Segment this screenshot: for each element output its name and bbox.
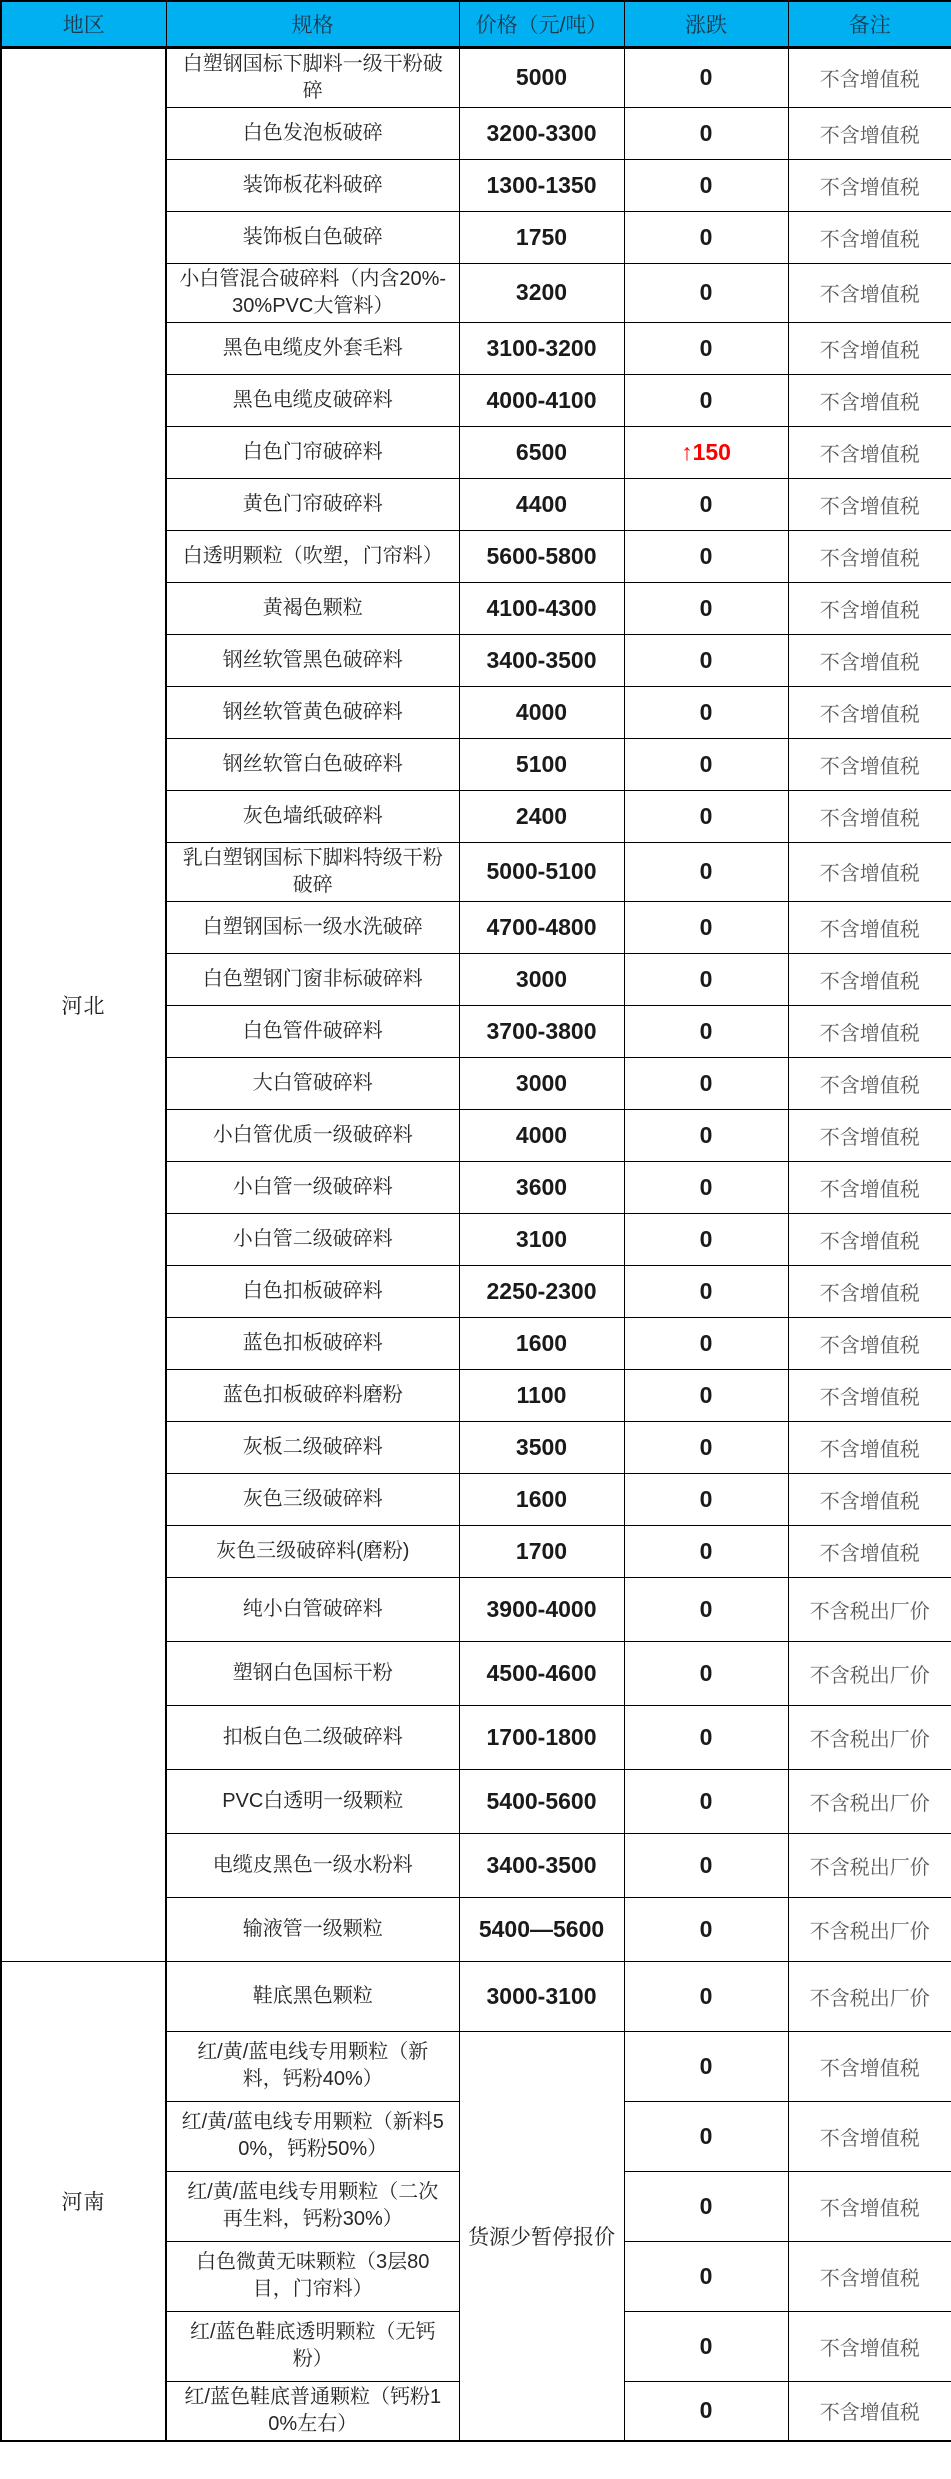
price-cell: 1750 (459, 211, 624, 263)
spec-cell: 红/蓝色鞋底透明颗粒（无钙粉） (166, 2311, 459, 2381)
price-cell: 3900-4000 (459, 1577, 624, 1641)
note-cell: 不含增值税 (788, 263, 951, 322)
price-cell: 4000-4100 (459, 374, 624, 426)
change-cell: 0 (624, 1473, 788, 1525)
note-cell: 不含增值税 (788, 1525, 951, 1577)
change-cell: 0 (624, 1057, 788, 1109)
change-cell: ↑150 (624, 426, 788, 478)
change-cell: 0 (624, 2031, 788, 2101)
spec-cell: 灰板二级破碎料 (166, 1421, 459, 1473)
change-cell: 0 (624, 1769, 788, 1833)
note-cell: 不含增值税 (788, 2381, 951, 2441)
change-cell: 0 (624, 211, 788, 263)
price-cell: 5000 (459, 47, 624, 107)
region-cell-hebei: 河北 (1, 47, 166, 1961)
price-cell: 2250-2300 (459, 1265, 624, 1317)
note-cell: 不含增值税 (788, 322, 951, 374)
price-cell: 3400-3500 (459, 1833, 624, 1897)
price-cell: 3700-3800 (459, 1005, 624, 1057)
note-cell: 不含税出厂价 (788, 1641, 951, 1705)
note-cell: 不含增值税 (788, 790, 951, 842)
price-cell: 4000 (459, 1109, 624, 1161)
note-cell: 不含增值税 (788, 1213, 951, 1265)
price-cell: 1100 (459, 1369, 624, 1421)
change-cell: 0 (624, 1109, 788, 1161)
price-cell: 5400-5600 (459, 1769, 624, 1833)
note-cell: 不含税出厂价 (788, 1769, 951, 1833)
spec-cell: 小白管二级破碎料 (166, 1213, 459, 1265)
price-cell: 3200 (459, 263, 624, 322)
spec-cell: 扣板白色二级破碎料 (166, 1705, 459, 1769)
change-cell: 0 (624, 159, 788, 211)
merged-price-cell: 货源少暂停报价 (459, 2031, 624, 2441)
spec-cell: 黑色电缆皮外套毛料 (166, 322, 459, 374)
price-cell: 1300-1350 (459, 159, 624, 211)
spec-cell: 灰色三级破碎料(磨粉) (166, 1525, 459, 1577)
change-cell: 0 (624, 1317, 788, 1369)
price-cell: 5100 (459, 738, 624, 790)
change-cell: 0 (624, 1525, 788, 1577)
spec-cell: 灰色墙纸破碎料 (166, 790, 459, 842)
price-cell: 4400 (459, 478, 624, 530)
spec-cell: 钢丝软管白色破碎料 (166, 738, 459, 790)
spec-cell: 白色扣板破碎料 (166, 1265, 459, 1317)
note-cell: 不含增值税 (788, 2171, 951, 2241)
header-row (1, 1, 951, 47)
price-cell: 1600 (459, 1317, 624, 1369)
spec-cell: 塑钢白色国标干粉 (166, 1641, 459, 1705)
price-cell: 4100-4300 (459, 582, 624, 634)
header-cell-spec: 规格 (166, 1, 459, 47)
change-cell: 0 (624, 1705, 788, 1769)
price-cell: 4500-4600 (459, 1641, 624, 1705)
spec-cell: 小白管一级破碎料 (166, 1161, 459, 1213)
spec-cell: 纯小白管破碎料 (166, 1577, 459, 1641)
price-cell: 1700 (459, 1525, 624, 1577)
spec-cell: 钢丝软管黑色破碎料 (166, 634, 459, 686)
change-cell: 0 (624, 634, 788, 686)
change-cell: 0 (624, 478, 788, 530)
spec-cell: 红/黄/蓝电线专用颗粒（新料，钙粉40%） (166, 2031, 459, 2101)
header-cell-price: 价格（元/吨） (459, 1, 624, 47)
spec-cell: PVC白透明一级颗粒 (166, 1769, 459, 1833)
spec-cell: 白塑钢国标下脚料一级干粉破碎 (166, 47, 459, 107)
note-cell: 不含税出厂价 (788, 1833, 951, 1897)
price-cell: 3100 (459, 1213, 624, 1265)
change-cell: 0 (624, 738, 788, 790)
note-cell: 不含增值税 (788, 1109, 951, 1161)
change-cell: 0 (624, 842, 788, 901)
spec-cell: 黑色电缆皮破碎料 (166, 374, 459, 426)
note-cell: 不含增值税 (788, 1317, 951, 1369)
price-cell: 5600-5800 (459, 530, 624, 582)
note-cell: 不含增值税 (788, 211, 951, 263)
header-cell-change: 涨跌 (624, 1, 788, 47)
note-cell: 不含增值税 (788, 2031, 951, 2101)
header-cell-region: 地区 (1, 1, 166, 47)
price-cell: 2400 (459, 790, 624, 842)
spec-cell: 黄色门帘破碎料 (166, 478, 459, 530)
note-cell: 不含增值税 (788, 1473, 951, 1525)
price-cell: 3000 (459, 953, 624, 1005)
change-cell: 0 (624, 1897, 788, 1961)
change-cell: 0 (624, 2241, 788, 2311)
change-cell: 0 (624, 2311, 788, 2381)
price-cell: 3400-3500 (459, 634, 624, 686)
change-cell: 0 (624, 322, 788, 374)
change-cell: 0 (624, 1961, 788, 2031)
change-cell: 0 (624, 953, 788, 1005)
spec-cell: 红/黄/蓝电线专用颗粒（新料50%，钙粉50%） (166, 2101, 459, 2171)
change-cell: 0 (624, 1833, 788, 1897)
spec-cell: 白透明颗粒（吹塑，门帘料） (166, 530, 459, 582)
note-cell: 不含增值税 (788, 2311, 951, 2381)
spec-cell: 灰色三级破碎料 (166, 1473, 459, 1525)
change-cell: 0 (624, 47, 788, 107)
note-cell: 不含增值税 (788, 686, 951, 738)
spec-cell: 钢丝软管黄色破碎料 (166, 686, 459, 738)
price-cell: 5400—5600 (459, 1897, 624, 1961)
table-row (1, 47, 951, 107)
price-cell: 3000-3100 (459, 1961, 624, 2031)
change-cell: 0 (624, 686, 788, 738)
price-cell: 6500 (459, 426, 624, 478)
note-cell: 不含增值税 (788, 374, 951, 426)
note-cell: 不含增值税 (788, 738, 951, 790)
change-cell: 0 (624, 530, 788, 582)
note-cell: 不含税出厂价 (788, 1577, 951, 1641)
note-cell: 不含增值税 (788, 901, 951, 953)
note-cell: 不含增值税 (788, 47, 951, 107)
change-cell: 0 (624, 1213, 788, 1265)
change-cell: 0 (624, 1577, 788, 1641)
spec-cell: 电缆皮黑色一级水粉料 (166, 1833, 459, 1897)
spec-cell: 红/黄/蓝电线专用颗粒（二次再生料，钙粉30%） (166, 2171, 459, 2241)
region-cell-henan: 河南 (1, 1961, 166, 2441)
change-cell: 0 (624, 582, 788, 634)
price-cell: 3000 (459, 1057, 624, 1109)
spec-cell: 白色微黄无味颗粒（3层80目，门帘料） (166, 2241, 459, 2311)
spec-cell: 乳白塑钢国标下脚料特级干粉破碎 (166, 842, 459, 901)
price-cell: 3600 (459, 1161, 624, 1213)
note-cell: 不含增值税 (788, 1057, 951, 1109)
price-cell: 3500 (459, 1421, 624, 1473)
spec-cell: 白色管件破碎料 (166, 1005, 459, 1057)
note-cell: 不含增值税 (788, 107, 951, 159)
price-cell: 5000-5100 (459, 842, 624, 901)
note-cell: 不含增值税 (788, 426, 951, 478)
note-cell: 不含增值税 (788, 2101, 951, 2171)
spec-cell: 白色塑钢门窗非标破碎料 (166, 953, 459, 1005)
spec-cell: 输液管一级颗粒 (166, 1897, 459, 1961)
note-cell: 不含增值税 (788, 1265, 951, 1317)
spec-cell: 白色门帘破碎料 (166, 426, 459, 478)
note-cell: 不含税出厂价 (788, 1961, 951, 2031)
table-body (1, 47, 951, 2441)
note-cell: 不含税出厂价 (788, 1897, 951, 1961)
note-cell: 不含增值税 (788, 159, 951, 211)
spec-cell: 小白管混合破碎料（内含20%-30%PVC大管料） (166, 263, 459, 322)
change-cell: 0 (624, 901, 788, 953)
table-header (1, 1, 951, 47)
spec-cell: 装饰板花料破碎 (166, 159, 459, 211)
change-cell: 0 (624, 1421, 788, 1473)
header-cell-note: 备注 (788, 1, 951, 47)
note-cell: 不含增值税 (788, 634, 951, 686)
change-cell: 0 (624, 263, 788, 322)
note-cell: 不含增值税 (788, 842, 951, 901)
spec-cell: 黄褐色颗粒 (166, 582, 459, 634)
change-cell: 0 (624, 374, 788, 426)
table-row (1, 1961, 951, 2031)
price-cell: 1700-1800 (459, 1705, 624, 1769)
note-cell: 不含增值税 (788, 582, 951, 634)
change-cell: 0 (624, 107, 788, 159)
note-cell: 不含增值税 (788, 953, 951, 1005)
spec-cell: 蓝色扣板破碎料磨粉 (166, 1369, 459, 1421)
note-cell: 不含增值税 (788, 1005, 951, 1057)
change-cell: 0 (624, 2381, 788, 2441)
spec-cell: 装饰板白色破碎 (166, 211, 459, 263)
spec-cell: 红/蓝色鞋底普通颗粒（钙粉10%左右） (166, 2381, 459, 2441)
note-cell: 不含税出厂价 (788, 1705, 951, 1769)
spec-cell: 小白管优质一级破碎料 (166, 1109, 459, 1161)
change-cell: 0 (624, 1265, 788, 1317)
spec-cell: 蓝色扣板破碎料 (166, 1317, 459, 1369)
spec-cell: 白色发泡板破碎 (166, 107, 459, 159)
change-cell: 0 (624, 1641, 788, 1705)
change-cell: 0 (624, 1369, 788, 1421)
note-cell: 不含增值税 (788, 2241, 951, 2311)
spec-cell: 鞋底黑色颗粒 (166, 1961, 459, 2031)
note-cell: 不含增值税 (788, 530, 951, 582)
price-cell: 3200-3300 (459, 107, 624, 159)
change-cell: 0 (624, 1161, 788, 1213)
change-cell: 0 (624, 2101, 788, 2171)
change-cell: 0 (624, 1005, 788, 1057)
note-cell: 不含增值税 (788, 478, 951, 530)
spec-cell: 大白管破碎料 (166, 1057, 459, 1109)
price-cell: 1600 (459, 1473, 624, 1525)
note-cell: 不含增值税 (788, 1161, 951, 1213)
change-cell: 0 (624, 790, 788, 842)
spec-cell: 白塑钢国标一级水洗破碎 (166, 901, 459, 953)
price-cell: 3100-3200 (459, 322, 624, 374)
price-cell: 4700-4800 (459, 901, 624, 953)
note-cell: 不含增值税 (788, 1421, 951, 1473)
change-cell: 0 (624, 2171, 788, 2241)
price-cell: 4000 (459, 686, 624, 738)
note-cell: 不含增值税 (788, 1369, 951, 1421)
